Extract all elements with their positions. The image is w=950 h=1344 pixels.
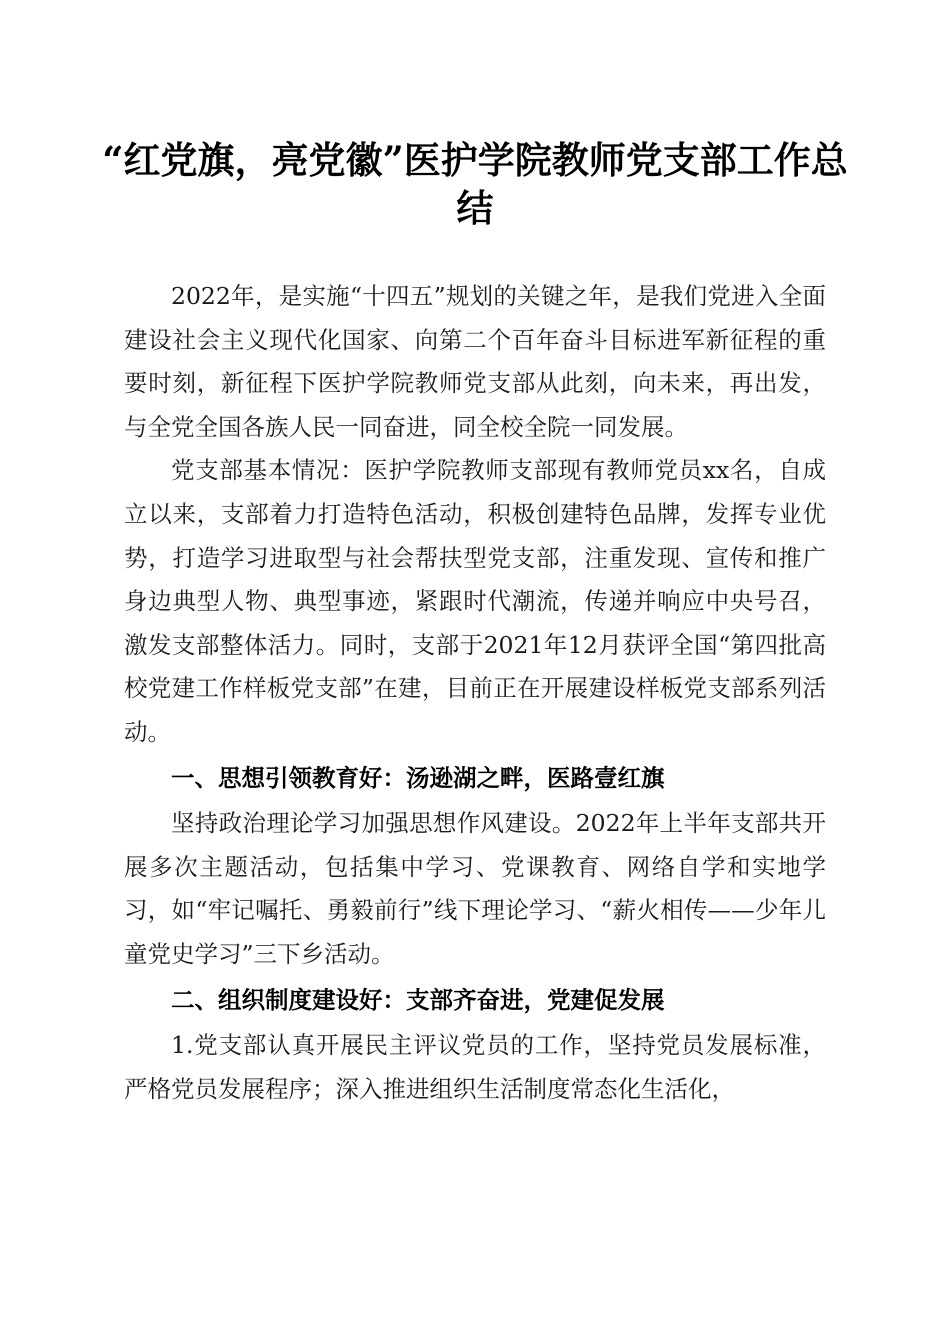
document-body bbox=[124, 275, 826, 1111]
paragraph-section-2-item-1: 1.党支部认真开展民主评议党员的工作，坚持党员发展标准，严格党员发展程序；深入推进组织生活制度常态化生活化， bbox=[124, 1031, 826, 1103]
document-title: “红党旗，亮党徽”医护学院教师党支部工作总结 bbox=[102, 138, 848, 230]
section-heading-2: 二、组织制度建设好：支部齐奋进，党建促发展 bbox=[171, 985, 665, 1014]
paragraph-intro: 2022年，是实施“十四五”规划的关键之年，是我们党进入全面建设社会主义现代化国家、向第二个百年奋斗目标进军新征程的重要时刻，新征程下医护学院教师党支部从此刻，向未来，再出发，与全党全国各族人民一同奋进，同全校全院一同发展。 bbox=[124, 282, 826, 441]
section-heading-1: 一、思想引领教育好：汤逊湖之畔，医路壹红旗 bbox=[171, 763, 665, 792]
paragraph-section-1: 坚持政治理论学习加强思想作风建设。2022年上半年支部共开展多次主题活动，包括集中学习、党课教育、网络自学和实地学习，如“牢记嘱托、勇毅前行”线下理论学习、“薪火相传——少年儿童党史学习”三下乡活动。 bbox=[124, 809, 826, 968]
paragraph-branch-overview: 党支部基本情况：医护学院教师支部现有教师党员xx名，自成立以来，支部着力打造特色活动，积极创建特色品牌，发挥专业优势，打造学习进取型与社会帮扶型党支部，注重发现、宣传和推广身边典型人物、典型事迹，紧跟时代潮流，传递并响应中央号召，激发支部整体活力。同时，支部于2021年12月获评全国“第四批高校党建工作样板党支部”在建，目前正在开展建设样板党支部系列活动。 bbox=[124, 456, 826, 746]
